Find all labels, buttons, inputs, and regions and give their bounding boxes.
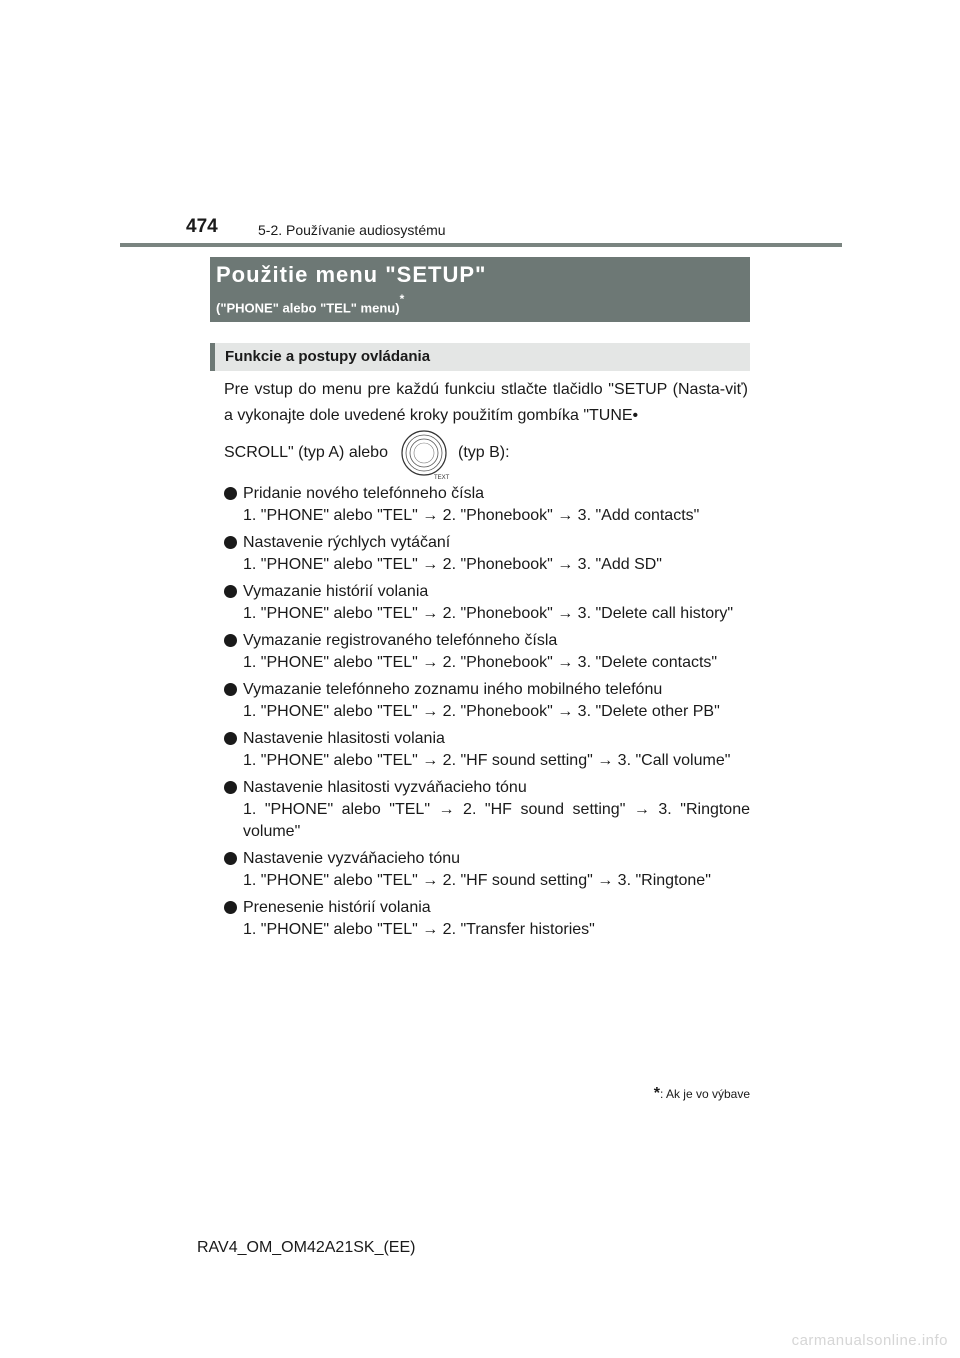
item-title: Vymazanie telefónneho zoznamu iného mobilného telefónu <box>243 681 663 698</box>
bullet-icon <box>224 852 237 865</box>
page-subtitle-text: ("PHONE" alebo "TEL" menu) <box>216 300 400 316</box>
item-title: Pridanie nového telefónneho čísla <box>243 485 485 502</box>
item-steps: 1. "PHONE" alebo "TEL" → 2. "HF sound setting" → 3. "Ringtone volume" <box>243 801 750 840</box>
item-title: Vymazanie registrovaného telefónneho čísla <box>243 632 558 649</box>
intro-continuation: SCROLL" (typ A) alebo <box>224 444 388 461</box>
list-item <box>224 532 750 576</box>
item-title: Vymazanie histórií volania <box>243 583 429 600</box>
list-item <box>224 483 750 527</box>
item-steps: 1. "PHONE" alebo "TEL" → 2. "Phonebook" → 3. "Delete contacts" <box>243 654 718 671</box>
list-item <box>224 777 750 843</box>
subheading-box <box>210 343 750 371</box>
list-item <box>224 728 750 772</box>
list-item <box>224 581 750 625</box>
tune-knob-icon <box>398 427 452 481</box>
bullet-icon <box>224 536 237 549</box>
header-divider <box>120 243 842 247</box>
item-steps: 1. "PHONE" alebo "TEL" → 2. "HF sound setting" → 3. "Ringtone" <box>243 872 711 889</box>
item-title: Nastavenie hlasitosti vyzváňacieho tónu <box>243 779 527 796</box>
bullet-icon <box>224 732 237 745</box>
document-code: RAV4_OM_OM42A21SK_(EE) <box>197 1239 416 1256</box>
footnote <box>654 1085 750 1103</box>
intro-paragraph: Pre vstup do menu pre každú funkciu stlačte tlačidlo "SETUP (Nasta-viť) a vykonajte dole uvedené kroky použitím gombíka "TUNE• <box>224 381 748 424</box>
item-steps: 1. "PHONE" alebo "TEL" → 2. "Transfer histories" <box>243 921 595 938</box>
watermark: carmanualsonline.info <box>791 1332 948 1349</box>
bullet-icon <box>224 634 237 647</box>
item-steps: 1. "PHONE" alebo "TEL" → 2. "Phonebook" → 3. "Add SD" <box>243 556 662 573</box>
bullet-icon <box>224 683 237 696</box>
item-steps: 1. "PHONE" alebo "TEL" → 2. "Phonebook" → 3. "Delete call history" <box>243 605 734 622</box>
subtitle-footnote-mark: * <box>399 292 405 306</box>
bullet-icon <box>224 487 237 500</box>
subheading: Funkcie a postupy ovládania <box>225 348 431 365</box>
bullet-icon <box>224 781 237 794</box>
page-number: 474 <box>186 216 218 237</box>
footnote-text: : Ak je vo výbave <box>659 1087 750 1101</box>
item-title: Prenesenie histórií volania <box>243 899 431 916</box>
subheading-accent-bar <box>210 343 215 371</box>
footnote-mark: * <box>653 1085 660 1102</box>
list-item <box>224 630 750 674</box>
page-title: Použitie menu "SETUP" <box>216 262 487 287</box>
item-title: Nastavenie rýchlych vytáčaní <box>243 534 451 551</box>
item-title: Nastavenie vyzváňacieho tónu <box>243 850 461 867</box>
item-steps: 1. "PHONE" alebo "TEL" → 2. "Phonebook" → 3. "Add contacts" <box>243 507 700 524</box>
item-title: Nastavenie hlasitosti volania <box>243 730 445 747</box>
list-item <box>224 848 750 892</box>
bullet-icon <box>224 901 237 914</box>
list-item <box>224 897 750 941</box>
list-item <box>224 679 750 723</box>
bullet-icon <box>224 585 237 598</box>
intro-type-b: (typ B): <box>458 444 510 461</box>
procedure-list <box>224 483 750 946</box>
page-subtitle <box>216 292 405 316</box>
knob-label: TEXT <box>434 475 450 481</box>
item-steps: 1. "PHONE" alebo "TEL" → 2. "Phonebook" → 3. "Delete other PB" <box>243 703 720 720</box>
item-steps: 1. "PHONE" alebo "TEL" → 2. "HF sound setting" → 3. "Call volume" <box>243 752 731 769</box>
section-title: 5-2. Používanie audiosystému <box>258 222 446 238</box>
